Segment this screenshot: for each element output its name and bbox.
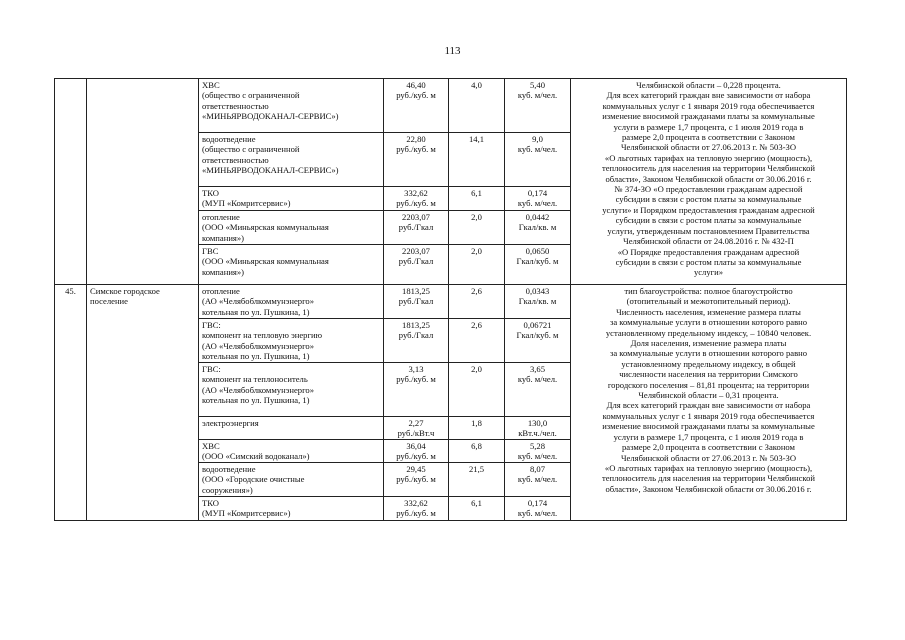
index-cell: 6,1	[449, 496, 505, 520]
tariff-cell: 22,80 руб./куб. м	[384, 133, 449, 187]
service-cell: отопление (АО «Челябоблкоммунэнерго» котельная по ул. Пушкина, 1)	[199, 285, 384, 319]
index-cell: 2,6	[449, 285, 505, 319]
page-number: 113	[444, 45, 461, 57]
tariff-cell: 2,27 руб./кВт.ч	[384, 417, 449, 440]
service-cell: отопление (ООО «Миньярская коммунальная компания»)	[199, 211, 384, 245]
tariff-cell: 36,04 руб./куб. м	[384, 439, 449, 462]
index-cell: 6,8	[449, 439, 505, 462]
norm-cell: 0,174 куб. м/чел.	[505, 496, 571, 520]
service-cell: электроэнергия	[199, 417, 384, 440]
index-cell: 4,0	[449, 79, 505, 133]
norm-cell: 130,0 кВт.ч./чел.	[505, 417, 571, 440]
index-cell: 2,0	[449, 363, 505, 417]
norm-cell: 0,0343 Гкал/кв. м	[505, 285, 571, 319]
tariff-cell: 332,62 руб./куб. м	[384, 496, 449, 520]
tariff-cell: 1813,25 руб./Гкал	[384, 319, 449, 363]
index-cell: 1,8	[449, 417, 505, 440]
service-cell: ХВС (ООО «Симский водоканал»)	[199, 439, 384, 462]
row-number-cell: 45.	[55, 285, 87, 521]
index-cell: 2,6	[449, 319, 505, 363]
index-cell: 14,1	[449, 133, 505, 187]
norm-cell: 8,07 куб. м/чел.	[505, 462, 571, 496]
tariff-cell: 3,13 руб./куб. м	[384, 363, 449, 417]
tariff-cell: 2203,07 руб./Гкал	[384, 245, 449, 285]
table-row	[55, 285, 847, 319]
norm-cell: 5,28 куб. м/чел.	[505, 439, 571, 462]
service-cell: ХВС (общество с ограниченной ответственностью «МИНЬЯРВОДОКАНАЛ-СЕРВИС»)	[199, 79, 384, 133]
index-cell: 6,1	[449, 187, 505, 211]
service-cell: ГВС (ООО «Миньярская коммунальная компания»)	[199, 245, 384, 285]
norm-cell: 5,40 куб. м/чел.	[505, 79, 571, 133]
tariff-cell: 46,40 руб./куб. м	[384, 79, 449, 133]
settlement-cell	[87, 79, 199, 285]
norm-cell: 0,0442 Гкал/кв. м	[505, 211, 571, 245]
law-reference-cell: Челябинской области – 0,228 процента. Для всех категорий граждан вне зависимости от набора коммунальных услуг с 1 января 2019 года обеспечивается изменение вносимой гражданами платы за коммунальные услуги в размере 1,7 процента, с 1 июля 2019 года в размере 2,0 процента в соответствии с Законом Челябинской области от 27.06.2013 г. № 503-ЗО «О льготных тарифах на тепловую энергию (мощность), теплоноситель для населения на территории Челябинской области», Законом Челябинской области от 30.06.2016 г. № 374-ЗО «О предоставлении гражданам адресной субсидии в связи с ростом платы за коммунальные услуги» и Порядком предоставления гражданам адресной субсидии в связи с ростом платы за коммунальные услуги, утвержденным постановлением Правительства Челябинской области от 24.08.2016 г. № 432-П «О Порядке предоставления гражданам адресной субсидии в связи с ростом платы за коммунальные услуги»	[571, 79, 847, 285]
index-cell: 2,0	[449, 245, 505, 285]
service-cell: ТКО (МУП «Комритсервис»)	[199, 187, 384, 211]
norm-cell: 0,0650 Гкал/куб. м	[505, 245, 571, 285]
settlement-cell: Симское городское поселение	[87, 285, 199, 521]
norm-cell: 0,174 куб. м/чел.	[505, 187, 571, 211]
norm-cell: 9,0 куб. м/чел.	[505, 133, 571, 187]
service-cell: водоотведение (общество с ограниченной ответственностью «МИНЬЯРВОДОКАНАЛ-СЕРВИС»)	[199, 133, 384, 187]
tariff-cell: 1813,25 руб./Гкал	[384, 285, 449, 319]
index-cell: 21,5	[449, 462, 505, 496]
law-reference-cell: тип благоустройства: полное благоустройство (отопительный и межотопительный период). Численность населения, изменение размера платы за коммунальные услуги в отношении которого равно установленному предельному индексу, – 10840 человек. Доля населения, изменение размера платы за коммунальные услуги в отношении которого равно установленному предельному индексу, в общей численности населения на территории Симского городского поселения – 81,81 процента; на территории Челябинской области – 0,31 процента. Для всех категорий граждан вне зависимости от набора коммунальных услуг с 1 января 2019 года обеспечивается изменение вносимой гражданами платы за коммунальные услуги в размере 1,7 процента, с 1 июля 2019 года в размере 2,0 процента в соответствии с Законом Челябинской области от 27.06.2013 г. № 503-ЗО «О льготных тарифах на тепловую энергию (мощность), теплоноситель для населения на территории Челябинской области», Законом Челябинской области от 30.06.2016 г.	[571, 285, 847, 521]
service-cell: ГВС: компонент на тепловую энергию (АО «Челябоблкоммунэнерго» котельная по ул. Пушкина, 1)	[199, 319, 384, 363]
tariff-cell: 2203,07 руб./Гкал	[384, 211, 449, 245]
table-row	[55, 79, 847, 133]
tariff-table	[54, 78, 847, 521]
norm-cell: 0,06721 Гкал/куб. м	[505, 319, 571, 363]
norm-cell: 3,65 куб. м/чел.	[505, 363, 571, 417]
index-cell: 2,0	[449, 211, 505, 245]
service-cell: водоотведение (ООО «Городские очистные сооружения»)	[199, 462, 384, 496]
row-number-cell	[55, 79, 87, 285]
tariff-cell: 29,45 руб./куб. м	[384, 462, 449, 496]
tariff-cell: 332,62 руб./куб. м	[384, 187, 449, 211]
service-cell: ТКО (МУП «Комритсервис»)	[199, 496, 384, 520]
service-cell: ГВС: компонент на теплоноситель (АО «Челябоблкоммунэнерго» котельная по ул. Пушкина, 1)	[199, 363, 384, 417]
